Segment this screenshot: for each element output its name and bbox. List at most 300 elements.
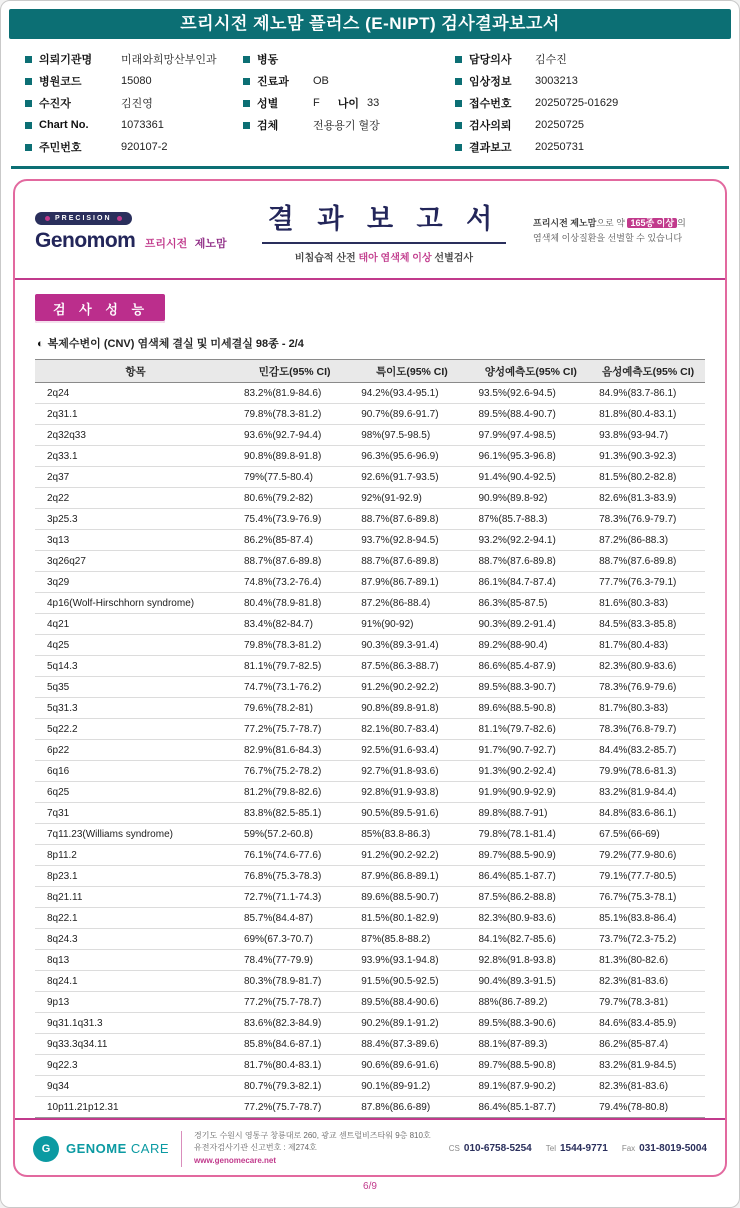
column-header: 항목	[35, 360, 236, 383]
bullet-square-icon	[25, 78, 32, 85]
section-title-badge: 검 사 성 능	[35, 294, 165, 323]
value-cell: 88.7%(87.6-89.8)	[353, 551, 470, 572]
patient-col-1	[25, 48, 243, 158]
value-cell: 87.2%(86-88.4)	[353, 593, 470, 614]
bullet-square-icon	[455, 78, 462, 85]
table-row	[35, 971, 705, 992]
value-cell: 72.7%(71.1-74.3)	[236, 887, 353, 908]
genomecare-logo-icon: G	[33, 1136, 59, 1162]
value-cell: 90.8%(89.8-91.8)	[236, 446, 353, 467]
field-label: 성별	[257, 98, 279, 110]
table-row	[35, 887, 705, 908]
item-cell: 3q26q27	[35, 551, 236, 572]
value-cell: 82.3%(81-83.6)	[591, 1076, 705, 1097]
field-label: 검체	[257, 120, 279, 132]
value-cell: 84.8%(83.6-86.1)	[591, 803, 705, 824]
value-cell: 87.8%(86.6-89)	[353, 1097, 470, 1118]
patient-info-row	[455, 48, 715, 70]
value-cell: 89.5%(88.4-90.7)	[471, 404, 592, 425]
field-value: 3003213	[535, 75, 578, 87]
footer-website-link[interactable]: www.genomecare.net	[194, 1155, 276, 1165]
value-cell: 90.1%(89-91.2)	[353, 1076, 470, 1097]
value-cell: 79.6%(78.2-81)	[236, 698, 353, 719]
value-cell: 88.1%(87-89.3)	[471, 1034, 592, 1055]
value-cell: 91.5%(90.5-92.5)	[353, 971, 470, 992]
value-cell: 76.8%(75.3-78.3)	[236, 866, 353, 887]
table-row	[35, 908, 705, 929]
value-cell: 83.2%(81.9-84.6)	[236, 383, 353, 404]
value-cell: 85%(83.8-86.3)	[353, 824, 470, 845]
patient-info-row	[25, 92, 243, 114]
value-cell: 90.3%(89.3-91.4)	[353, 635, 470, 656]
value-cell: 79.8%(78.3-81.2)	[236, 635, 353, 656]
value-cell: 93.7%(92.8-94.5)	[353, 530, 470, 551]
bullet-square-icon	[455, 100, 462, 107]
field-value: 미래와희망산부인과	[121, 54, 217, 66]
patient-info-row	[25, 136, 243, 158]
bullet-square-icon	[455, 144, 462, 151]
item-cell: 4q21	[35, 614, 236, 635]
table-row	[35, 635, 705, 656]
footer-contact-cs	[449, 1143, 532, 1154]
value-cell: 88.7%(87.6-89.8)	[591, 551, 705, 572]
field-label: 병동	[257, 54, 279, 66]
value-cell: 79.8%(78.1-81.4)	[471, 824, 592, 845]
field-label: 접수번호	[469, 98, 512, 110]
value-cell: 79.9%(78.6-81.3)	[591, 761, 705, 782]
table-row	[35, 1013, 705, 1034]
item-cell: 9q33.3q34.11	[35, 1034, 236, 1055]
table-row	[35, 719, 705, 740]
value-cell: 77.7%(76.3-79.1)	[591, 572, 705, 593]
field-value: 33	[367, 97, 380, 109]
value-cell: 81.5%(80.2-82.8)	[591, 467, 705, 488]
value-cell: 74.8%(73.2-76.4)	[236, 572, 353, 593]
table-row	[35, 845, 705, 866]
value-cell: 92%(91-92.9)	[353, 488, 470, 509]
value-cell: 83.2%(81.9-84.5)	[591, 1055, 705, 1076]
note-brand: 프리시전 제노맘	[533, 218, 597, 229]
value-cell: 78.3%(76.8-79.7)	[591, 719, 705, 740]
value-cell: 69%(67.3-70.7)	[236, 929, 353, 950]
value-cell: 90.5%(89.5-91.6)	[353, 803, 470, 824]
table-row	[35, 1055, 705, 1076]
value-cell: 98%(97.5-98.5)	[353, 425, 470, 446]
value-cell: 93.2%(92.2-94.1)	[471, 530, 592, 551]
value-cell: 88.7%(87.6-89.8)	[353, 509, 470, 530]
value-cell: 80.7%(79.3-82.1)	[236, 1076, 353, 1097]
item-cell: 4p16(Wolf-Hirschhorn syndrome)	[35, 593, 236, 614]
field-label: 진료과	[257, 76, 289, 88]
field-value: 1073361	[121, 119, 164, 131]
value-cell: 86.2%(85-87.4)	[236, 530, 353, 551]
badge-dot-icon	[45, 216, 50, 221]
value-cell: 91.3%(90.2-92.4)	[471, 761, 592, 782]
table-row	[35, 1076, 705, 1097]
item-cell: 8q13	[35, 950, 236, 971]
value-cell: 82.6%(81.3-83.9)	[591, 488, 705, 509]
value-cell: 74.7%(73.1-76.2)	[236, 677, 353, 698]
value-cell: 97.9%(97.4-98.5)	[471, 425, 592, 446]
table-row	[35, 1097, 705, 1118]
value-cell: 91.2%(90.2-92.2)	[353, 677, 470, 698]
table-row	[35, 824, 705, 845]
patient-info-row	[455, 70, 715, 92]
column-header: 특이도(95% CI)	[353, 360, 470, 383]
table-row	[35, 656, 705, 677]
value-cell: 80.3%(78.9-81.7)	[236, 971, 353, 992]
cnv-subtitle-text: 복제수변이 (CNV) 염색체 결실 및 미세결실 98종 - 2/4	[47, 338, 304, 350]
footer-address-line1: 경기도 수원시 영통구 창룡대로 260, 광교 센트럴비즈타워 9층 810호	[194, 1131, 431, 1140]
field-value: 20250725	[535, 119, 584, 131]
field-label: 병원코드	[39, 76, 82, 88]
value-cell: 86.4%(85.1-87.7)	[471, 1097, 592, 1118]
table-row	[35, 446, 705, 467]
patient-info-row	[25, 48, 243, 70]
value-cell: 82.1%(80.7-83.4)	[353, 719, 470, 740]
table-row	[35, 383, 705, 404]
value-cell: 96.1%(95.3-96.8)	[471, 446, 592, 467]
value-cell: 89.7%(88.5-90.9)	[471, 845, 592, 866]
contact-value: 010-6758-5254	[463, 1143, 532, 1155]
item-cell: 8q24.3	[35, 929, 236, 950]
value-cell: 92.7%(91.8-93.6)	[353, 761, 470, 782]
field-label: 주민번호	[39, 142, 82, 154]
value-cell: 81.7%(80.4-83)	[591, 635, 705, 656]
footer-contact-tel	[546, 1143, 608, 1154]
patient-col-2	[243, 48, 455, 158]
value-cell: 84.4%(83.2-85.7)	[591, 740, 705, 761]
table-row	[35, 866, 705, 887]
item-cell: 2q31.1	[35, 404, 236, 425]
table-row	[35, 992, 705, 1013]
value-cell: 91.4%(90.4-92.5)	[471, 467, 592, 488]
value-cell: 87.2%(86-88.3)	[591, 530, 705, 551]
table-row	[35, 509, 705, 530]
footer-divider	[181, 1131, 182, 1167]
item-cell: 8q21.11	[35, 887, 236, 908]
value-cell: 94.2%(93.4-95.1)	[353, 383, 470, 404]
table-row	[35, 761, 705, 782]
item-cell: 5q22.2	[35, 719, 236, 740]
field-value: 김진영	[121, 98, 153, 110]
contact-label: Fax	[621, 1144, 636, 1154]
table-row	[35, 803, 705, 824]
value-cell: 79.1%(77.7-80.5)	[591, 866, 705, 887]
footer-contact-fax	[622, 1143, 707, 1154]
note-tail: 의	[677, 218, 686, 229]
value-cell: 89.5%(88.3-90.7)	[471, 677, 592, 698]
table-row	[35, 740, 705, 761]
value-cell: 89.8%(88.7-91)	[471, 803, 592, 824]
subtitle-post: 선별검사	[431, 253, 474, 264]
table-row	[35, 530, 705, 551]
value-cell: 90.3%(89.2-91.4)	[471, 614, 592, 635]
half-circle-icon: ◐	[37, 338, 44, 350]
column-header: 양성예측도(95% CI)	[471, 360, 592, 383]
value-cell: 59%(57.2-60.8)	[236, 824, 353, 845]
brand-kr-precision: 프리시전	[144, 238, 188, 250]
field-value: 김수진	[535, 54, 567, 66]
value-cell: 90.6%(89.6-91.6)	[353, 1055, 470, 1076]
value-cell: 93.9%(93.1-94.8)	[353, 950, 470, 971]
genomecare-logo	[33, 1136, 169, 1162]
value-cell: 89.5%(88.4-90.6)	[353, 992, 470, 1013]
value-cell: 82.3%(80.9-83.6)	[591, 656, 705, 677]
value-cell: 92.8%(91.8-93.8)	[471, 950, 592, 971]
field-label: 나이	[337, 98, 359, 110]
badge-dot-icon	[117, 216, 122, 221]
bullet-square-icon	[243, 78, 250, 85]
bullet-square-icon	[455, 56, 462, 63]
column-header: 음성예측도(95% CI)	[591, 360, 705, 383]
value-cell: 88.4%(87.3-89.6)	[353, 1034, 470, 1055]
value-cell: 88.7%(87.6-89.8)	[236, 551, 353, 572]
patient-info-row	[25, 70, 243, 92]
value-cell: 92.8%(91.9-93.8)	[353, 782, 470, 803]
value-cell: 87.9%(86.8-89.1)	[353, 866, 470, 887]
value-cell: 85.8%(84.6-87.1)	[236, 1034, 353, 1055]
subtitle-em: 태아 염색체 이상	[358, 253, 432, 264]
value-cell: 84.1%(82.7-85.6)	[471, 929, 592, 950]
item-cell: 9p13	[35, 992, 236, 1013]
patient-info	[9, 39, 731, 164]
patient-info-row	[243, 92, 455, 114]
field-label: 의뢰기관명	[39, 54, 93, 66]
report-note	[533, 216, 705, 245]
item-cell: 5q14.3	[35, 656, 236, 677]
item-cell: 8q22.1	[35, 908, 236, 929]
item-cell: 2q32q33	[35, 425, 236, 446]
teal-divider	[11, 166, 729, 169]
field-label: 검사의뢰	[469, 120, 512, 132]
field-label: 담당의사	[469, 54, 512, 66]
bullet-square-icon	[25, 56, 32, 63]
value-cell: 73.7%(72.3-75.2)	[591, 929, 705, 950]
value-cell: 82.9%(81.6-84.3)	[236, 740, 353, 761]
contact-label: Tel	[545, 1144, 556, 1154]
table-row	[35, 677, 705, 698]
value-cell: 86.4%(85.1-87.7)	[471, 866, 592, 887]
item-cell: 5q35	[35, 677, 236, 698]
item-cell: 4q25	[35, 635, 236, 656]
value-cell: 76.7%(75.3-78.1)	[591, 887, 705, 908]
value-cell: 91%(90-92)	[353, 614, 470, 635]
field-value: 20250731	[535, 141, 584, 153]
value-cell: 91.2%(90.2-92.2)	[353, 845, 470, 866]
footer-address-line2: 유전자검사기관 신고번호 : 제274호	[194, 1143, 317, 1153]
table-row	[35, 404, 705, 425]
contact-value: 1544-9771	[559, 1143, 608, 1155]
value-cell: 80.4%(78.9-81.8)	[236, 593, 353, 614]
value-cell: 81.3%(80-82.6)	[591, 950, 705, 971]
item-cell: 2q24	[35, 383, 236, 404]
value-cell: 77.2%(75.7-78.7)	[236, 1097, 353, 1118]
item-cell: 2q33.1	[35, 446, 236, 467]
table-header-row	[35, 360, 705, 383]
value-cell: 81.8%(80.4-83.1)	[591, 404, 705, 425]
value-cell: 81.7%(80.3-83)	[591, 698, 705, 719]
value-cell: 88.7%(87.6-89.8)	[471, 551, 592, 572]
value-cell: 85.7%(84.4-87)	[236, 908, 353, 929]
bullet-square-icon	[243, 100, 250, 107]
value-cell: 84.6%(83.4-85.9)	[591, 1013, 705, 1034]
item-cell: 7q11.23(Williams syndrome)	[35, 824, 236, 845]
table-row	[35, 698, 705, 719]
value-cell: 82.3%(81-83.6)	[591, 971, 705, 992]
value-cell: 81.2%(79.8-82.6)	[236, 782, 353, 803]
item-cell: 8q24.1	[35, 971, 236, 992]
value-cell: 91.9%(90.9-92.9)	[471, 782, 592, 803]
value-cell: 89.5%(88.3-90.6)	[471, 1013, 592, 1034]
report-title-block	[235, 197, 533, 264]
performance-table	[35, 359, 705, 1118]
brand-name: Genomom	[35, 229, 136, 252]
value-cell: 93.6%(92.7-94.4)	[236, 425, 353, 446]
field-value: 920107-2	[121, 141, 168, 153]
report-subtitle	[235, 249, 533, 264]
field-label: 결과보고	[469, 142, 512, 154]
value-cell: 90.9%(89.8-92)	[471, 488, 592, 509]
bullet-square-icon	[25, 122, 32, 129]
value-cell: 81.7%(80.4-83.1)	[236, 1055, 353, 1076]
report-header	[15, 181, 725, 280]
field-value: 15080	[121, 75, 152, 87]
item-cell: 3q29	[35, 572, 236, 593]
item-cell: 8p11.2	[35, 845, 236, 866]
performance-table-body	[35, 383, 705, 1118]
footer-address	[194, 1130, 437, 1167]
footer-company-1: GENOME	[66, 1141, 127, 1157]
item-cell: 2q37	[35, 467, 236, 488]
value-cell: 82.3%(80.9-83.6)	[471, 908, 592, 929]
bullet-square-icon	[455, 122, 462, 129]
value-cell: 75.4%(73.9-76.9)	[236, 509, 353, 530]
table-row	[35, 782, 705, 803]
value-cell: 93.5%(92.6-94.5)	[471, 383, 592, 404]
item-cell: 3q13	[35, 530, 236, 551]
note-line2: 염색체 이상질환을 선별할 수 있습니다	[533, 232, 683, 243]
table-row	[35, 929, 705, 950]
value-cell: 81.5%(80.1-82.9)	[353, 908, 470, 929]
value-cell: 76.7%(75.2-78.2)	[236, 761, 353, 782]
value-cell: 92.5%(91.6-93.4)	[353, 740, 470, 761]
value-cell: 83.2%(81.9-84.4)	[591, 782, 705, 803]
contact-label: CS	[448, 1144, 460, 1154]
note-highlight: 165종 이상	[627, 218, 677, 228]
value-cell: 91.7%(90.7-92.7)	[471, 740, 592, 761]
item-cell: 2q22	[35, 488, 236, 509]
brand-kr-genomom: 제노맘	[194, 238, 227, 250]
value-cell: 79%(77.5-80.4)	[236, 467, 353, 488]
value-cell: 87%(85.7-88.3)	[471, 509, 592, 530]
item-cell: 9q22.3	[35, 1055, 236, 1076]
contact-value: 031-8019-5004	[639, 1143, 707, 1155]
value-cell: 81.1%(79.7-82.5)	[236, 656, 353, 677]
value-cell: 89.1%(87.9-90.2)	[471, 1076, 592, 1097]
value-cell: 78.3%(76.9-79.6)	[591, 677, 705, 698]
table-row	[35, 425, 705, 446]
page-number: 6/9	[363, 1181, 377, 1192]
value-cell: 93.8%(93-94.7)	[591, 425, 705, 446]
value-cell: 78.3%(76.9-79.7)	[591, 509, 705, 530]
bullet-square-icon	[25, 100, 32, 107]
value-cell: 89.6%(88.5-90.7)	[353, 887, 470, 908]
value-cell: 89.7%(88.5-90.8)	[471, 1055, 592, 1076]
value-cell: 79.8%(78.3-81.2)	[236, 404, 353, 425]
value-cell: 67.5%(66-69)	[591, 824, 705, 845]
genomom-logo	[35, 208, 235, 253]
field-value: OB	[313, 75, 329, 87]
value-cell: 86.3%(85-87.5)	[471, 593, 592, 614]
patient-info-row	[455, 92, 715, 114]
table-row	[35, 551, 705, 572]
item-cell: 6p22	[35, 740, 236, 761]
value-cell: 80.6%(79.2-82)	[236, 488, 353, 509]
patient-info-row	[243, 48, 455, 70]
field-value: 20250725-01629	[535, 97, 619, 109]
value-cell: 84.5%(83.3-85.8)	[591, 614, 705, 635]
table-row	[35, 614, 705, 635]
value-cell: 87.5%(86.2-88.8)	[471, 887, 592, 908]
value-cell: 77.2%(75.7-78.7)	[236, 719, 353, 740]
note-mid: 으로 약	[596, 218, 628, 229]
patient-info-row	[455, 114, 715, 136]
table-row	[35, 467, 705, 488]
value-cell: 85.1%(83.8-86.4)	[591, 908, 705, 929]
cnv-subtitle	[37, 335, 705, 351]
item-cell: 9q34	[35, 1076, 236, 1097]
value-cell: 83.6%(82.3-84.9)	[236, 1013, 353, 1034]
item-cell: 5q31.3	[35, 698, 236, 719]
report-box	[13, 179, 727, 1177]
bullet-square-icon	[243, 56, 250, 63]
item-cell: 6q25	[35, 782, 236, 803]
report-title: 결 과 보 고 서	[262, 197, 506, 244]
patient-info-row	[455, 136, 715, 158]
value-cell: 81.1%(79.7-82.6)	[471, 719, 592, 740]
value-cell: 89.6%(88.5-90.8)	[471, 698, 592, 719]
table-row	[35, 950, 705, 971]
value-cell: 79.7%(78.3-81)	[591, 992, 705, 1013]
value-cell: 96.3%(95.6-96.9)	[353, 446, 470, 467]
table-row	[35, 1034, 705, 1055]
value-cell: 91.3%(90.3-92.3)	[591, 446, 705, 467]
item-cell: 8p23.1	[35, 866, 236, 887]
value-cell: 87%(85.8-88.2)	[353, 929, 470, 950]
item-cell: 10p11.21p12.31	[35, 1097, 236, 1118]
value-cell: 86.6%(85.4-87.9)	[471, 656, 592, 677]
field-value: F	[313, 97, 320, 109]
table-row	[35, 488, 705, 509]
bullet-square-icon	[243, 122, 250, 129]
value-cell: 79.4%(78-80.8)	[591, 1097, 705, 1118]
table-row	[35, 593, 705, 614]
value-cell: 88%(86.7-89.2)	[471, 992, 592, 1013]
value-cell: 81.6%(80.3-83)	[591, 593, 705, 614]
value-cell: 87.9%(86.7-89.1)	[353, 572, 470, 593]
item-cell: 7q31	[35, 803, 236, 824]
value-cell: 90.8%(89.8-91.8)	[353, 698, 470, 719]
value-cell: 83.8%(82.5-85.1)	[236, 803, 353, 824]
patient-col-3	[455, 48, 715, 158]
subtitle-pre: 비침습적 산전	[294, 253, 359, 264]
item-cell: 6q16	[35, 761, 236, 782]
footer-company-2: CARE	[130, 1141, 170, 1157]
value-cell: 78.4%(77-79.9)	[236, 950, 353, 971]
footer-contacts	[449, 1143, 707, 1154]
item-cell: 3p25.3	[35, 509, 236, 530]
